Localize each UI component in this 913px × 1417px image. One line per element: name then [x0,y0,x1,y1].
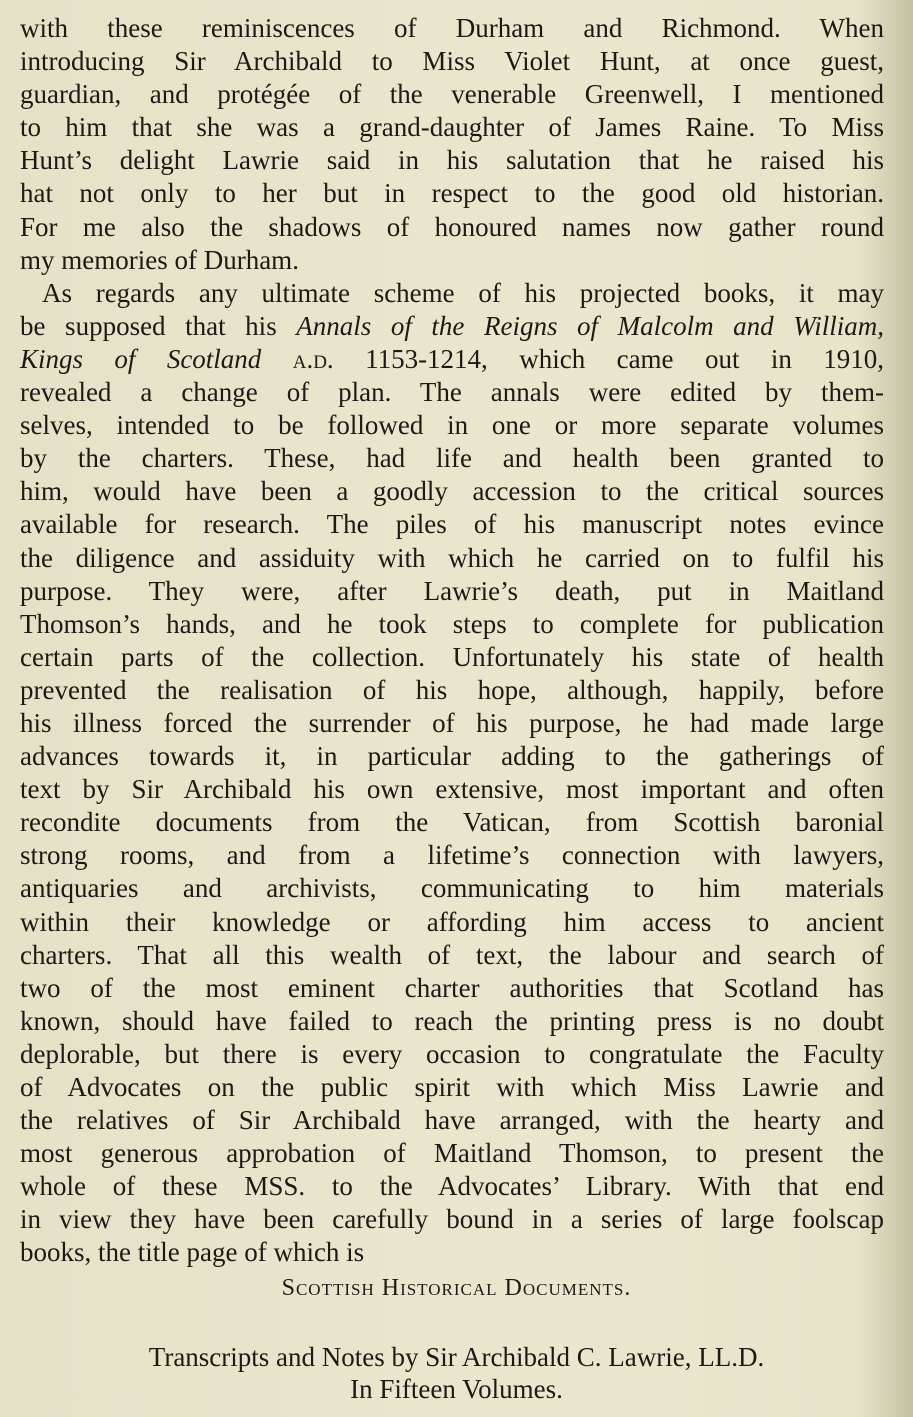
text-line [20,1170,884,1203]
text-line [20,1203,884,1236]
text-segment: two of the most eminent charter authorities that Scotland has [20,972,884,1003]
text-segment: whole of these MSS. to the Advocates’ Library. With that end [20,1171,884,1202]
text-segment: be supposed that his [20,310,297,341]
text-line [20,1038,884,1071]
text-line [20,244,884,277]
text-line [20,773,884,806]
text-segment: selves, intended to be followed in one or more separate volumes [20,410,884,441]
text-line [20,144,884,177]
text-segment: my memories of Durham. [20,244,299,275]
text-line [20,674,884,707]
text-line [20,343,884,376]
text-line [20,376,884,409]
text-segment: hat not only to her but in respect to the good old historian. [20,178,884,209]
text-line [20,12,884,45]
text-segment: revealed a change of plan. The annals were edited by them- [20,377,884,408]
text-line [20,939,884,972]
text-segment: by the charters. These, had life and health been granted to [20,443,884,474]
text-segment: available for research. The piles of his manuscript notes evince [20,509,884,540]
text-segment: his illness forced the surrender of his purpose, he had made large [20,707,884,738]
text-segment: strong rooms, and from a lifetime’s connection with lawyers, [20,840,884,871]
text-line [20,1137,884,1170]
text-segment: within their knowledge or affording him access to ancient [20,906,884,937]
text-line [20,45,884,78]
text-line [20,310,884,343]
text-line [20,78,884,111]
text-line [20,1236,884,1269]
title-page-volumes: In Fifteen Volumes. [350,1374,563,1404]
text-line [20,1071,884,1104]
text-line [20,740,884,773]
text-segment: the relatives of Sir Archibald have arranged, with the hearty and [20,1105,884,1136]
text-line [20,475,884,508]
text-line [20,442,884,475]
text-line [20,177,884,210]
text-segment: recondite documents from the Vatican, from Scottish baronial [20,807,884,838]
text-segment: deplorable, but there is every occasion to congratulate the Faculty [20,1038,884,1069]
text-line [20,508,884,541]
text-line [20,409,884,442]
text-line [20,542,884,575]
text-segment: guardian, and protégée of the venerable Greenwell, I mentioned [20,79,884,110]
text-segment: antiquaries and archivists, communicating to him materials [20,873,884,904]
text-segment: Thomson’s hands, and he took steps to complete for publication [20,608,884,639]
text-line [20,906,884,939]
text-line [20,641,884,674]
text-segment: him, would have been a goodly accession to the critical sources [20,476,884,507]
text-segment: advances towards it, in particular adding to the gatherings of [20,741,884,772]
text-segment: purpose. They were, after Lawrie’s death, put in Maitland [20,575,884,606]
text-line [20,1104,884,1137]
text-segment: a.d. [292,343,334,374]
text-line [20,839,884,872]
text-segment: the diligence and assiduity with which he carried on to fulfil his [20,542,884,573]
text-segment: 1153-1214, which came out in 1910, [333,343,884,374]
text-segment [261,344,292,374]
text-segment: certain parts of the collection. Unfortunately his state of health [20,641,884,672]
italic-title: Annals of the Reigns of Malcolm and William, [296,310,884,341]
text-segment: introducing Sir Archibald to Miss Violet Hunt, at once guest, [20,46,884,77]
text-segment: books, the title page of which is [20,1237,365,1268]
text-line [20,575,884,608]
text-segment: with these reminiscences of Durham and Richmond. When [20,13,884,43]
text-segment: Hunt’s delight Lawrie said in his salutation that he raised his [20,145,884,176]
title-page-heading: Scottish Historical Documents. [281,1275,632,1301]
text-line [20,211,884,244]
text-segment: to him that she was a grand-daughter of James Raine. To Miss [20,112,884,143]
text-segment: in view they have been carefully bound in a series of large foolscap [20,1204,884,1235]
text-segment: of Advocates on the public spirit with which Miss Lawrie and [20,1072,884,1102]
text-line [20,872,884,905]
page-body [20,12,884,1270]
text-segment: For me also the shadows of honoured names now gather round [20,211,884,242]
text-line [20,111,884,144]
italic-title: Kings of Scotland [20,343,262,374]
text-segment: known, should have failed to reach the printing press is no doubt [20,1005,884,1036]
title-page-subtitle: Transcripts and Notes by Sir Archibald C. Lawrie, LL.D. [148,1342,765,1372]
text-segment: prevented the realisation of his hope, although, happily, before [20,674,884,705]
text-segment: As regards any ultimate scheme of his projected books, it may [42,277,884,308]
paragraph [20,12,884,277]
text-segment: text by Sir Archibald his own extensive, most important and often [20,774,884,805]
text-line [20,277,884,310]
text-line [20,608,884,641]
text-segment: most generous approbation of Maitland Thomson, to present the [20,1138,884,1169]
text-line [20,707,884,740]
text-line [20,806,884,839]
text-line [20,1005,884,1038]
text-segment: charters. That all this wealth of text, the labour and search of [20,939,884,970]
text-line [20,972,884,1005]
paragraph [20,277,884,1270]
